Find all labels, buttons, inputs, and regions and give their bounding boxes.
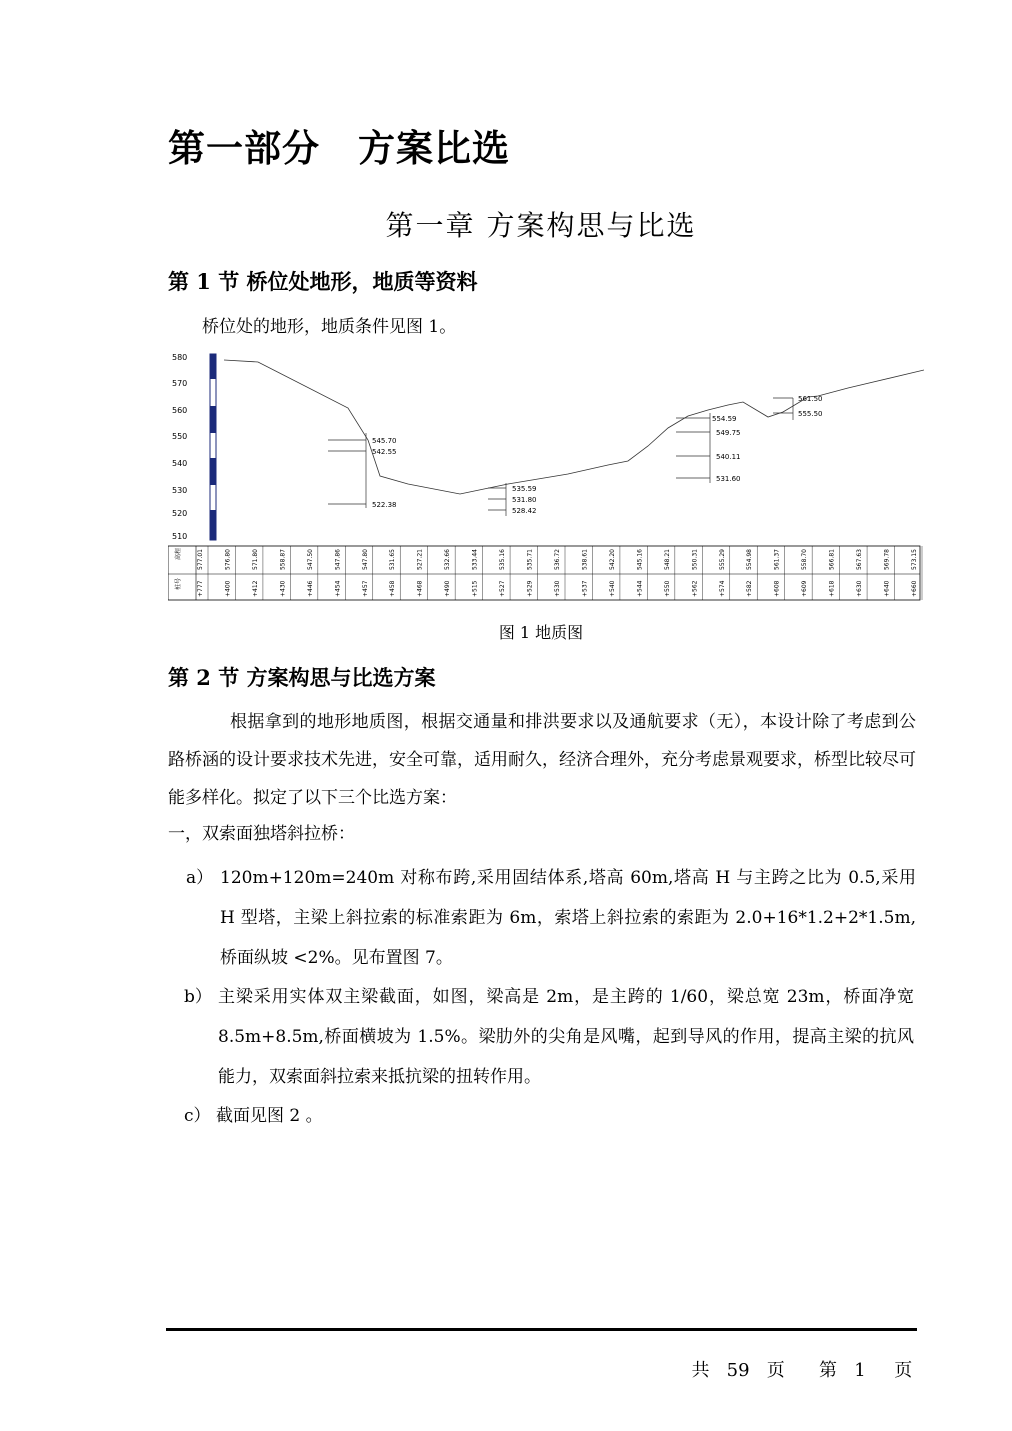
footer-page-unit: 页 bbox=[766, 1360, 785, 1381]
list-item bbox=[184, 1096, 914, 1136]
elevation-label: 550 bbox=[172, 432, 188, 441]
station-cell: +527 bbox=[499, 580, 507, 597]
footer-total-label: 共 bbox=[691, 1360, 710, 1381]
station-cell: +660 bbox=[911, 580, 918, 597]
scheme1-title: 一，双索面独塔斜拉桥： bbox=[168, 824, 355, 844]
elevation-cell: 535.16 bbox=[499, 549, 507, 570]
station-cell: +618 bbox=[828, 580, 836, 597]
borehole-value: 535.59 bbox=[512, 485, 537, 493]
station-cell: +582 bbox=[746, 580, 754, 597]
borehole-value: 531.80 bbox=[512, 496, 537, 504]
station-cell: +530 bbox=[554, 580, 561, 597]
station-cell: +640 bbox=[883, 580, 891, 597]
elevation-cell: 576.80 bbox=[224, 549, 232, 570]
elevation-cell: 542.20 bbox=[608, 549, 616, 570]
footer-rule bbox=[166, 1328, 917, 1331]
elevation-label: 510 bbox=[172, 532, 188, 541]
elevation-cell: 535.71 bbox=[526, 549, 534, 570]
elevation-label: 530 bbox=[172, 486, 188, 495]
station-cell: +468 bbox=[416, 580, 424, 597]
station-cell: +550 bbox=[663, 580, 671, 597]
elevation-label: 570 bbox=[172, 379, 188, 388]
elevation-cell: 558.70 bbox=[801, 549, 809, 570]
station-cell: +515 bbox=[471, 580, 479, 597]
station-cell: +544 bbox=[636, 580, 644, 597]
profile-table bbox=[168, 546, 922, 600]
elevation-cell: 573.15 bbox=[911, 549, 918, 570]
elevation-cell: 567.63 bbox=[856, 549, 864, 570]
figure1-caption: 图 1 地质图 bbox=[498, 623, 584, 642]
elevation-cell: 571.80 bbox=[251, 549, 259, 570]
elevation-cell: 533.44 bbox=[471, 549, 479, 570]
table-row2-label: 桩号 bbox=[175, 577, 182, 590]
list-marker: c） bbox=[184, 1106, 211, 1126]
list-marker: b） bbox=[184, 987, 212, 1007]
station-cell: +540 bbox=[608, 580, 616, 597]
elevation-cell: 577.01 bbox=[197, 549, 204, 570]
elevation-cell: 547.80 bbox=[361, 549, 369, 570]
footer-current-unit: 页 bbox=[894, 1360, 913, 1381]
elevation-cell: 527.21 bbox=[416, 549, 424, 570]
borehole-value: 554.59 bbox=[712, 415, 737, 423]
borehole-value: 531.60 bbox=[716, 475, 741, 483]
elevation-cell: 538.61 bbox=[581, 549, 589, 570]
scale-bar bbox=[210, 354, 216, 540]
elevation-cell: 566.81 bbox=[828, 549, 836, 570]
station-cell: +446 bbox=[306, 580, 314, 597]
borehole-value: 555.50 bbox=[798, 410, 823, 418]
elevation-cell: 548.21 bbox=[663, 549, 671, 570]
station-cell: +458 bbox=[389, 580, 397, 597]
elevation-cell: 569.78 bbox=[883, 549, 891, 570]
elevation-cell: 545.16 bbox=[636, 549, 644, 570]
elevation-label: 520 bbox=[172, 509, 188, 518]
elevation-scale bbox=[172, 353, 187, 541]
list-marker: a） bbox=[186, 868, 214, 888]
table-row1-label: 高程 bbox=[175, 547, 182, 560]
borehole-value: 542.55 bbox=[372, 448, 397, 456]
footer-total-pages: 59 bbox=[726, 1360, 750, 1381]
footer-current-page: 1 bbox=[854, 1360, 866, 1381]
station-cell: +529 bbox=[526, 580, 534, 597]
section2-title: 第 2 节 方案构思与比选方案 bbox=[168, 665, 436, 690]
elevation-cell: 531.65 bbox=[389, 549, 397, 570]
elevation-cell: 547.50 bbox=[306, 549, 314, 570]
footer-current-label: 第 bbox=[819, 1360, 838, 1381]
borehole-value: 549.75 bbox=[716, 429, 741, 437]
elevation-cell: 550.31 bbox=[691, 549, 699, 570]
elevation-cell: 536.72 bbox=[554, 549, 561, 570]
borehole-value: 522.38 bbox=[372, 501, 397, 509]
borehole-value: 540.11 bbox=[716, 453, 741, 461]
station-cell: +574 bbox=[718, 580, 726, 597]
station-cell: +400 bbox=[224, 580, 232, 597]
elevation-cell: 555.29 bbox=[718, 549, 726, 570]
elevation-label: 560 bbox=[172, 406, 188, 415]
station-cell: +412 bbox=[251, 580, 259, 597]
elevation-cell: 554.98 bbox=[746, 549, 754, 570]
chapter-title: 第一章 方案构思与比选 bbox=[385, 209, 697, 242]
section1-title: 第 1 节 桥位处地形，地质等资料 bbox=[168, 269, 478, 294]
station-cell: +454 bbox=[334, 580, 342, 597]
borehole-values bbox=[372, 395, 823, 515]
station-cell: +430 bbox=[279, 580, 287, 597]
station-cell: +457 bbox=[361, 580, 369, 597]
list-item bbox=[184, 977, 914, 1097]
list-text: 120m+120m=240m 对称布跨,采用固结体系,塔高 60m,塔高 H 与主跨之比为 0.5,采用 H 型塔，主梁上斜拉索的标准索距为 6m，索塔上斜拉索的索距为 2.0+16*1.2+2*1.5m,桥面纵坡 <2%。见布置图 7。 bbox=[220, 868, 916, 968]
elevation-label: 580 bbox=[172, 353, 188, 362]
elevation-cell: 561.37 bbox=[773, 549, 781, 570]
station-cell: +609 bbox=[801, 580, 809, 597]
elevation-cell: 547.86 bbox=[334, 549, 342, 570]
list-text: 主梁采用实体双主梁截面，如图，梁高是 2m，是主跨的 1/60，梁总宽 23m，桥面净宽 8.5m+8.5m,桥面横坡为 1.5%。梁肋外的尖角是风嘴，起到导风的作用，提高主梁的抗风能力，双索面斜拉索来抵抗梁的扭转作用。 bbox=[218, 987, 914, 1087]
borehole-value: 545.70 bbox=[372, 437, 397, 445]
station-cell: +777 bbox=[197, 580, 204, 597]
part-title: 第一部分 方案比选 bbox=[168, 126, 510, 170]
section1-intro: 桥位处的地形，地质条件见图 1。 bbox=[202, 317, 457, 337]
borehole-value: 561.50 bbox=[798, 395, 823, 403]
ground-profile-line bbox=[224, 360, 924, 494]
elevation-cell: 558.87 bbox=[279, 549, 287, 570]
borehole-value: 528.42 bbox=[512, 507, 537, 515]
geology-profile-figure bbox=[168, 348, 924, 604]
elevation-label: 540 bbox=[172, 459, 188, 468]
page-footer bbox=[680, 1335, 912, 1382]
section2-paragraph: 根据拿到的地形地质图，根据交通量和排洪要求以及通航要求（无），本设计除了考虑到公路桥涵的设计要求技术先进，安全可靠，适用耐久，经济合理外，充分考虑景观要求，桥型比较尽可能多样化。拟定了以下三个比选方案： bbox=[168, 712, 916, 808]
station-cell: +562 bbox=[691, 580, 699, 597]
elevation-cell: 532.66 bbox=[444, 549, 452, 570]
station-cell: +490 bbox=[444, 580, 452, 597]
station-cell: +608 bbox=[773, 580, 781, 597]
list-item bbox=[186, 858, 916, 978]
station-cell: +630 bbox=[856, 580, 864, 597]
list-text: 截面见图 2 。 bbox=[216, 1106, 323, 1126]
station-cell: +537 bbox=[581, 580, 589, 597]
